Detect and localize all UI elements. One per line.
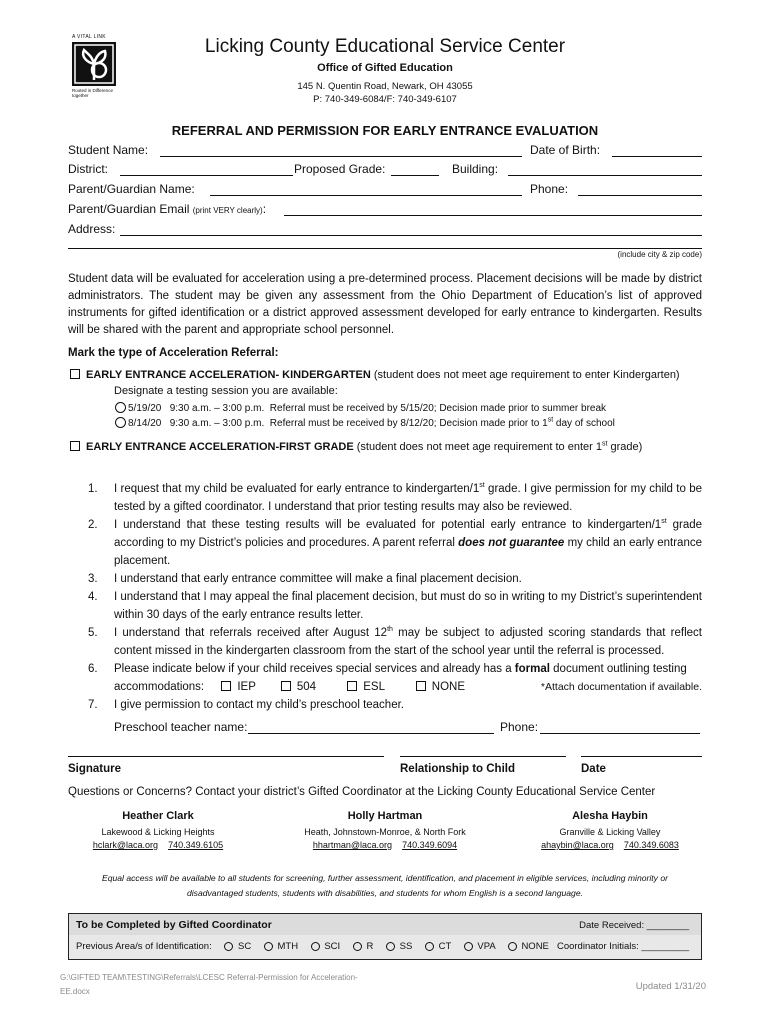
statement-5 — [88, 624, 702, 660]
accom-504-checkbox[interactable] — [281, 681, 291, 691]
contact-email[interactable]: hclark@laca.org — [92, 840, 159, 850]
form-title: REFERRAL AND PERMISSION FOR EARLY ENTRANCE EVALUATION — [171, 123, 599, 138]
accom-esl-label: ESL — [363, 681, 385, 693]
area-none-radio[interactable] — [508, 942, 517, 951]
signature-field[interactable] — [68, 755, 384, 757]
building-label: Building: — [452, 162, 499, 176]
accom-504 — [281, 681, 316, 693]
preschool-phone-field[interactable] — [540, 720, 700, 734]
statement-5-text: I understand that referrals received after August 12 — [114, 627, 388, 639]
statement-7-text: I give permission to contact my child’s preschool teacher. — [114, 699, 404, 711]
statement-1 — [88, 480, 702, 516]
session-1-time: 9:30 a.m. – 3:00 p.m. — [169, 403, 265, 414]
address-line: 145 N. Quentin Road, Newark, OH 43055 — [297, 81, 473, 92]
session-2-deadline-tail: day of school — [553, 418, 615, 429]
coordinator-initials[interactable]: Coordinator Initials: _________ — [556, 941, 689, 952]
contact-phone: 740.349.6105 — [168, 840, 224, 850]
area-mth-radio[interactable] — [264, 942, 273, 951]
statement-2-text: I understand that these testing results will be evaluated for potential early entrance to kindergarten/1 — [114, 519, 662, 531]
logo-subtext: Rooted in Difference together — [72, 88, 113, 98]
statement-list — [88, 480, 702, 714]
area-r-label: R — [366, 941, 374, 952]
questions-line: Questions or Concerns? Contact your district’s Gifted Coordinator at the Licking County Educational Service Center — [68, 786, 656, 798]
area-ct — [425, 941, 451, 952]
session-option-1 — [115, 402, 606, 414]
statement-2-sup: st — [661, 518, 667, 526]
session-1-date: 5/19/20 — [128, 403, 162, 414]
area-sci — [311, 941, 340, 952]
statement-number: 7. — [88, 699, 98, 711]
parent-email-label-text: Parent/Guardian Email — [68, 202, 190, 216]
statement-2-tail: my child an early entrance placement. — [114, 537, 702, 567]
first-grade-option — [70, 441, 642, 453]
contact-email-phone — [58, 840, 258, 850]
file-path-line-2: EE.docx — [60, 987, 90, 996]
prev-identification-row — [76, 941, 549, 952]
referral-heading: Mark the type of Acceleration Referral: — [68, 347, 279, 359]
area-vpa-radio[interactable] — [464, 942, 473, 951]
area-r-radio[interactable] — [353, 942, 362, 951]
date-label: Date — [581, 763, 606, 775]
area-mth-label: MTH — [277, 941, 299, 952]
accom-note: *Attach documentation if available. — [540, 681, 702, 693]
contact-area: Heath, Johnstown-Monroe, & North Fork — [304, 827, 466, 837]
equal-access-line-1: Equal access will be available to all students for screening, further assessment, identification, and placement in eligible services, including minority or — [101, 873, 669, 883]
session-2-date: 8/14/20 — [128, 418, 162, 429]
statement-7 — [88, 696, 702, 714]
proposed-grade-field[interactable] — [391, 162, 439, 176]
statement-number: 5. — [88, 627, 98, 639]
coordinator-header — [69, 914, 701, 935]
first-grade-note — [357, 441, 643, 453]
first-grade-note-text: (student does not meet age requirement to enter 1 — [356, 441, 602, 453]
session-1-deadline: Referral must be received by 5/15/20; Decision made prior to summer break — [269, 403, 607, 414]
date-field[interactable] — [581, 755, 702, 757]
accom-esl — [347, 681, 384, 693]
contact-name: Heather Clark — [122, 810, 194, 822]
session-option-2 — [115, 417, 615, 429]
intro-paragraph: Student data will be evaluated for acceleration using a pre-determined process. Placement decisions will be made by district administrators. The student may be given any assessment from the Ohio Department of Education’s list of approved instruments for gifted identification or a district approved assessment developed for early entrance to kindergarten. Results will be shared with the parent and appropriate school personnel. — [68, 273, 702, 336]
area-mth — [264, 941, 298, 952]
statement-4 — [88, 588, 702, 624]
session-2-deadline — [270, 418, 615, 429]
statement-2-mid: grade according to my District’s policies and procedures. A parent referral — [114, 519, 703, 549]
address-line-2[interactable] — [68, 233, 702, 249]
equal-access-statement — [80, 871, 690, 901]
contact-email[interactable]: ahaybin@laca.org — [541, 840, 614, 850]
area-ss-label: SS — [399, 941, 413, 952]
area-ss-radio[interactable] — [386, 942, 395, 951]
statement-4-text: I understand that I may appeal the final placement decision, but must do so in writing to my District’s superintendent within 30 days of the early entrance results letter. — [114, 591, 702, 621]
accom-none — [416, 681, 465, 693]
accom-esl-checkbox[interactable] — [347, 681, 357, 691]
area-sci-radio[interactable] — [311, 942, 320, 951]
accom-none-checkbox[interactable] — [416, 681, 426, 691]
area-none — [508, 941, 549, 952]
statement-3 — [88, 570, 702, 588]
statement-number: 6. — [88, 663, 98, 675]
area-vpa — [464, 941, 495, 952]
area-ss — [386, 941, 412, 952]
accommodations-row — [88, 678, 702, 696]
contact-phone: 740.349.6083 — [623, 840, 679, 850]
signature-label: Signature — [68, 763, 122, 775]
first-grade-note-tail: grade) — [607, 441, 643, 453]
statement-2-emphasis: does not guarantee — [458, 537, 565, 549]
kindergarten-note: (student does not meet age requirement to enter Kindergarten) — [373, 369, 680, 381]
coordinator-body — [69, 935, 701, 959]
statement-6-text: Please indicate below if your child receives special services and already has a — [114, 663, 515, 675]
preschool-teacher-field[interactable] — [248, 720, 494, 734]
statement-2 — [88, 516, 702, 570]
statement-5-sup: th — [387, 626, 393, 634]
contact-card — [285, 810, 485, 850]
first-grade-note-sup: st — [601, 440, 608, 448]
parent-name-field[interactable] — [210, 182, 522, 196]
district-row — [68, 162, 702, 180]
statement-number: 4. — [88, 591, 98, 603]
accom-504-label: 504 — [296, 681, 317, 693]
accom-iep-checkbox[interactable] — [221, 681, 231, 691]
parent-email-note: (print VERY clearly) — [192, 206, 263, 215]
statement-6 — [88, 660, 702, 678]
student-name-label: Student Name: — [68, 143, 149, 157]
kindergarten-checkbox[interactable] — [70, 369, 80, 379]
accommodations-label: accommodations: — [114, 681, 205, 693]
logo-tagline: A VITAL LINK — [72, 34, 106, 40]
kindergarten-option — [70, 369, 680, 381]
equal-access-line-2: disadvantaged students, students with disabilities, and students for whom English is a second language. — [186, 888, 584, 898]
file-path-line-1: G:\GIFTED TEAM\TESTING\Referrals\LCESC Referral-Permission for Acceleration- — [60, 973, 358, 982]
dob-label: Date of Birth: — [530, 143, 601, 157]
contact-area: Granville & Licking Valley — [559, 827, 661, 837]
kindergarten-label: EARLY ENTRANCE ACCELERATION- KINDERGARTEN — [86, 369, 371, 381]
parent-name-label: Parent/Guardian Name: — [68, 182, 195, 196]
email-row — [68, 202, 702, 220]
phone-field[interactable] — [578, 182, 702, 196]
dob-field[interactable] — [612, 143, 702, 157]
address-label: Address: — [68, 222, 116, 236]
office-address — [150, 80, 620, 106]
contact-card — [510, 810, 710, 850]
area-ct-label: CT — [438, 941, 452, 952]
session-2-time: 9:30 a.m. – 3:00 p.m. — [169, 418, 265, 429]
area-r — [353, 941, 374, 952]
parent-email-field[interactable] — [284, 202, 702, 216]
date-received[interactable]: Date Received: ________ — [579, 920, 689, 931]
relationship-field[interactable] — [400, 755, 566, 757]
session-2-deadline-text: Referral must be received by 8/12/20; Decision made prior to 1 — [269, 418, 548, 429]
building-field[interactable] — [508, 162, 702, 176]
contact-name: Holly Hartman — [347, 810, 423, 822]
coordinator-box — [68, 913, 702, 960]
area-ct-radio[interactable] — [425, 942, 434, 951]
org-name: Licking County Educational Service Center — [204, 36, 566, 57]
parent-row — [68, 182, 702, 200]
office-name: Office of Gifted Education — [317, 62, 453, 74]
statement-number: 3. — [88, 573, 98, 585]
area-sc — [224, 941, 251, 952]
session-1-radio[interactable] — [115, 402, 126, 413]
session-prompt: Designate a testing session you are available: — [114, 385, 338, 397]
statement-3-text: I understand that early entrance committee will make a final placement decision. — [114, 573, 522, 585]
session-2-deadline-sup: st — [547, 416, 554, 424]
preschool-row — [114, 720, 702, 738]
first-grade-label: EARLY ENTRANCE ACCELERATION-FIRST GRADE — [86, 441, 354, 453]
phone-fax-line: P: 740-349-6084/F: 740-349-6107 — [313, 94, 457, 105]
address-note: (include city & zip code) — [617, 250, 702, 259]
contact-name: Alesha Haybin — [572, 810, 648, 822]
preschool-teacher-label: Preschool teacher name: — [114, 720, 248, 734]
contact-email-phone — [285, 840, 485, 850]
statement-1-tail: grade. I give permission for my child to be tested by a gifted coordinator. I understand that prior testing results may also be reviewed. — [114, 483, 702, 513]
contact-area: Lakewood & Licking Heights — [101, 827, 215, 837]
preschool-phone-label: Phone: — [500, 720, 539, 734]
relationship-label: Relationship to Child — [400, 763, 515, 775]
phone-label: Phone: — [530, 182, 569, 196]
contact-email[interactable]: hhartman@laca.org — [312, 840, 393, 850]
contact-email-phone — [510, 840, 710, 850]
first-grade-checkbox[interactable] — [70, 441, 80, 451]
student-row — [68, 143, 702, 161]
statement-6-emphasis: formal — [514, 663, 550, 675]
contact-phone: 740.349.6094 — [402, 840, 458, 850]
area-sc-radio[interactable] — [224, 942, 233, 951]
district-field[interactable] — [120, 162, 293, 176]
statement-number: 2. — [88, 519, 98, 531]
prev-identification-label: Previous Area/s of Identification: — [76, 941, 212, 952]
updated-date: Updated 1/31/20 — [635, 981, 706, 992]
logo-mark — [72, 42, 116, 86]
proposed-grade-label: Proposed Grade: — [294, 162, 386, 176]
coordinator-title: To be Completed by Gifted Coordinator — [76, 919, 272, 931]
parent-email-label: Parent/Guardian Email (print VERY clearly): — [68, 202, 267, 216]
lcesc-logo — [72, 34, 116, 106]
student-name-field[interactable] — [160, 143, 522, 157]
accom-none-label: NONE — [431, 681, 465, 693]
accom-iep-label: IEP — [237, 681, 256, 693]
area-sci-label: SCI — [324, 941, 341, 952]
area-sc-label: SC — [238, 941, 252, 952]
file-path — [60, 971, 380, 999]
contact-card — [58, 810, 258, 850]
tree-icon — [72, 42, 116, 86]
statement-6-tail: document outlining testing — [549, 663, 687, 675]
statement-number: 1. — [88, 483, 98, 495]
statement-1-sup: st — [479, 482, 485, 490]
district-label: District: — [68, 162, 108, 176]
statement-1-text: I request that my child be evaluated for early entrance to kindergarten/1 — [114, 483, 480, 495]
area-none-label: NONE — [521, 941, 549, 952]
area-vpa-label: VPA — [477, 941, 496, 952]
statement-5-tail: may be subject to adjusted scoring standards that reflect content missed in the kindergarten classroom from the start of the school year until the referral is processed. — [114, 627, 702, 657]
session-2-radio[interactable] — [115, 417, 126, 428]
accom-iep — [221, 681, 255, 693]
